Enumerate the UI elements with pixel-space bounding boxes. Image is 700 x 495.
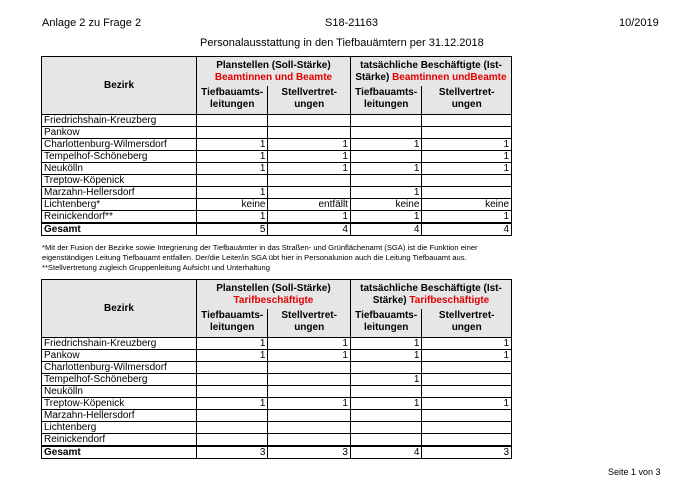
value-cell [350, 410, 421, 422]
total-cell: 4 [350, 223, 421, 236]
table-row [42, 211, 512, 224]
table-row [42, 175, 512, 187]
value-cell: 1 [196, 398, 267, 410]
total-cell: 4 [350, 446, 421, 459]
table-row [42, 151, 512, 163]
total-cell: 4 [422, 223, 512, 236]
table-row [42, 362, 512, 374]
value-cell [268, 422, 351, 434]
total-cell: 3 [196, 446, 267, 459]
value-cell [196, 410, 267, 422]
value-cell: 1 [268, 350, 351, 362]
value-cell [196, 386, 267, 398]
bezirk-name: Tempelhof-Schöneberg [42, 151, 197, 163]
value-cell [196, 115, 267, 127]
subheader-tiefbauamtsleitungen: Tiefbauamts-leitungen [196, 86, 267, 115]
total-cell: 3 [268, 446, 351, 459]
group-header-planstellen-label: Planstellen (Soll-Stärke) [216, 60, 331, 71]
value-cell: 1 [268, 163, 351, 175]
value-cell: keine [350, 199, 421, 211]
value-cell: 1 [196, 338, 267, 350]
table-row [42, 398, 512, 410]
subheader-tiefbauamtsleitungen: Tiefbauamts-leitungen [350, 309, 421, 338]
subheader-stellvertretungen: Stellvertret-ungen [268, 309, 351, 338]
value-cell [196, 422, 267, 434]
total-cell: 3 [422, 446, 512, 459]
value-cell [268, 374, 351, 386]
header-left: Anlage 2 zu Frage 2 [42, 17, 142, 29]
value-cell: 1 [268, 211, 351, 224]
value-cell [268, 362, 351, 374]
value-cell [268, 127, 351, 139]
value-cell [350, 422, 421, 434]
total-row [42, 446, 512, 459]
value-cell [350, 386, 421, 398]
table-row [42, 199, 512, 211]
table-row [42, 127, 512, 139]
value-cell [350, 175, 421, 187]
group-header-ist-category: Tarifbeschäftigte [409, 295, 490, 306]
value-cell [422, 175, 512, 187]
total-cell: 5 [196, 223, 267, 236]
value-cell: 1 [268, 151, 351, 163]
value-cell: 1 [350, 187, 421, 199]
bezirk-name: Friedrichshain-Kreuzberg [42, 338, 197, 350]
value-cell [422, 115, 512, 127]
value-cell [350, 434, 421, 447]
value-cell [268, 434, 351, 447]
value-cell: 1 [350, 338, 421, 350]
value-cell: 1 [196, 151, 267, 163]
table-row [42, 374, 512, 386]
value-cell [422, 187, 512, 199]
subheader-stellvertretungen: Stellvertret-ungen [422, 86, 512, 115]
value-cell: 1 [196, 211, 267, 224]
group-header-ist-category: Beamtinnen undBeamte [392, 72, 507, 83]
value-cell [422, 127, 512, 139]
value-cell: keine [422, 199, 512, 211]
bezirk-name: Reinickendorf** [42, 211, 197, 224]
value-cell: keine [196, 199, 267, 211]
bezirk-name: Neukölln [42, 386, 197, 398]
subheader-tiefbauamtsleitungen: Tiefbauamts-leitungen [196, 309, 267, 338]
value-cell: 1 [422, 338, 512, 350]
group-header-planstellen [196, 280, 350, 310]
value-cell [196, 175, 267, 187]
table-row [42, 139, 512, 151]
value-cell: 1 [268, 338, 351, 350]
table-beamte [41, 56, 512, 236]
value-cell: 1 [196, 187, 267, 199]
value-cell: 1 [422, 350, 512, 362]
total-label: Gesamt [42, 446, 197, 459]
bezirk-name: Reinickendorf [42, 434, 197, 447]
page-number: Seite 1 von 3 [608, 467, 661, 477]
bezirk-name: Marzahn-Hellersdorf [42, 187, 197, 199]
footnote-line: *Mit der Fusion der Bezirke sowie Integrierung der Tiefbauämter in das Straßen- und Grünflächenamt (SGA) ist die Funktion einer [42, 243, 478, 252]
bezirk-name: Treptow-Köpenick [42, 398, 197, 410]
total-cell: 4 [268, 223, 351, 236]
value-cell [422, 434, 512, 447]
header-date: 10/2019 [619, 17, 659, 29]
value-cell: 1 [196, 350, 267, 362]
table-row [42, 350, 512, 362]
value-cell [196, 127, 267, 139]
value-cell: 1 [350, 163, 421, 175]
bezirk-name: Lichtenberg* [42, 199, 197, 211]
value-cell: entfällt [268, 199, 351, 211]
group-header-planstellen-label: Planstellen (Soll-Stärke) [216, 283, 331, 294]
bezirk-name: Marzahn-Hellersdorf [42, 410, 197, 422]
group-header-ist [350, 280, 511, 310]
value-cell [422, 374, 512, 386]
group-header-planstellen-category: Tarifbeschäftigte [233, 295, 314, 306]
table-row [42, 434, 512, 447]
table-row [42, 187, 512, 199]
value-cell: 1 [422, 151, 512, 163]
value-cell [268, 410, 351, 422]
group-header-planstellen [196, 57, 350, 87]
value-cell: 1 [422, 163, 512, 175]
value-cell [268, 187, 351, 199]
table-row [42, 163, 512, 175]
bezirk-name: Tempelhof-Schöneberg [42, 374, 197, 386]
value-cell: 1 [196, 139, 267, 151]
value-cell [422, 386, 512, 398]
bezirk-name: Charlottenburg-Wilmersdorf [42, 362, 197, 374]
value-cell: 1 [196, 163, 267, 175]
group-header-ist [350, 57, 511, 87]
value-cell: 1 [350, 139, 421, 151]
table-row [42, 410, 512, 422]
value-cell: 1 [422, 139, 512, 151]
bezirk-name: Charlottenburg-Wilmersdorf [42, 139, 197, 151]
column-header-bezirk: Bezirk [42, 57, 197, 115]
group-header-ist-label: tatsächliche Beschäftigte (Ist-Stärke) [360, 283, 502, 306]
bezirk-name: Pankow [42, 127, 197, 139]
bezirk-name: Pankow [42, 350, 197, 362]
value-cell: 1 [350, 350, 421, 362]
bezirk-name: Treptow-Köpenick [42, 175, 197, 187]
table-row [42, 422, 512, 434]
total-label: Gesamt [42, 223, 197, 236]
value-cell: 1 [268, 398, 351, 410]
value-cell: 1 [422, 398, 512, 410]
table-tarifbeschaeftigte [41, 279, 512, 459]
value-cell [196, 434, 267, 447]
subheader-stellvertretungen: Stellvertret-ungen [422, 309, 512, 338]
footnotes [42, 243, 512, 273]
table-row [42, 338, 512, 350]
total-row [42, 223, 512, 236]
group-header-planstellen-category: Beamtinnen und Beamte [214, 72, 333, 83]
value-cell [196, 374, 267, 386]
value-cell [350, 362, 421, 374]
header-reference: S18-21163 [325, 17, 379, 29]
value-cell [422, 362, 512, 374]
value-cell [196, 362, 267, 374]
column-header-bezirk: Bezirk [42, 280, 197, 338]
value-cell: 1 [350, 374, 421, 386]
subheader-stellvertretungen: Stellvertret-ungen [268, 86, 351, 115]
value-cell [350, 115, 421, 127]
value-cell [350, 127, 421, 139]
subheader-tiefbauamtsleitungen: Tiefbauamts-leitungen [350, 86, 421, 115]
bezirk-name: Neukölln [42, 163, 197, 175]
value-cell [268, 386, 351, 398]
table-row [42, 386, 512, 398]
group-header-ist-label: tatsächliche Beschäftigte (Ist-Stärke) [355, 60, 502, 83]
bezirk-name: Friedrichshain-Kreuzberg [42, 115, 197, 127]
footnote-line: eigenständigen Leitung Tiefbauamt entfallen. Der/die Leiter/in SGA übt hier in Personalunion auch die Leitung Tiefbauamt aus. [42, 253, 467, 262]
value-cell [268, 115, 351, 127]
bezirk-name: Lichtenberg [42, 422, 197, 434]
value-cell: 1 [350, 398, 421, 410]
value-cell [268, 175, 351, 187]
value-cell: 1 [422, 211, 512, 224]
page-title: Personalausstattung in den Tiefbauämtern per 31.12.2018 [200, 37, 484, 49]
value-cell: 1 [350, 211, 421, 224]
value-cell [350, 151, 421, 163]
value-cell [422, 422, 512, 434]
value-cell: 1 [268, 139, 351, 151]
value-cell [422, 410, 512, 422]
table-row [42, 115, 512, 127]
footnote-line: **Stellvertretung zugleich Gruppenleitung Aufsicht und Unterhaltung [42, 263, 270, 272]
